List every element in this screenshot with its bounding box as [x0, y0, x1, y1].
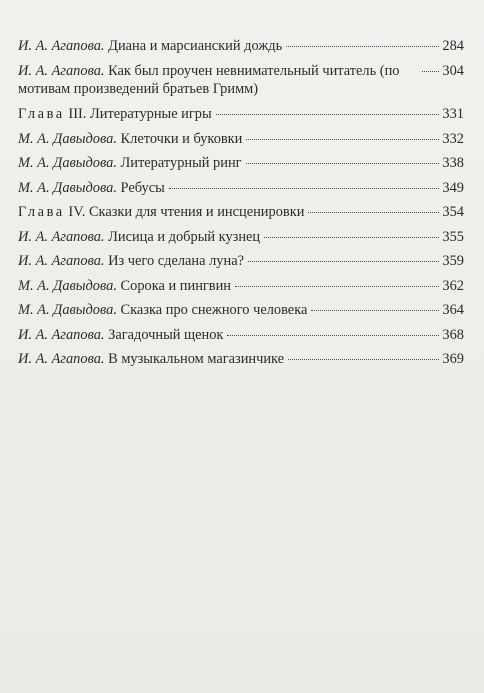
entry-page-number: 369 [442, 351, 464, 367]
entry-page-number: 338 [442, 155, 464, 171]
dot-leader [308, 212, 439, 213]
toc-entry [18, 130, 464, 155]
chapter-word: Глава [18, 204, 65, 220]
entry-page-number: 368 [442, 326, 464, 343]
dot-leader [246, 163, 440, 164]
dot-leader [311, 310, 439, 311]
toc-entry [18, 62, 464, 106]
entry-title: Ребусы [120, 179, 165, 196]
entry-page-number: 364 [442, 302, 464, 318]
entry-title: Загадочный щенок [108, 326, 224, 343]
dot-leader [246, 139, 439, 140]
entry-author: И. А. Агапова. [18, 62, 105, 79]
toc-chapter-entry [18, 203, 464, 228]
entry-author: И. А. Агапова. [18, 326, 105, 343]
toc-entry [18, 350, 464, 375]
dot-leader [286, 46, 439, 47]
toc-chapter-entry [18, 105, 464, 130]
entry-author: М. А. Давыдова. [18, 277, 117, 294]
entry-title: Сорока и пингвин [120, 277, 231, 294]
entry-page-number: 355 [442, 228, 464, 245]
entry-title: Лисица и добрый кузнец [108, 228, 261, 245]
entry-page-number: 362 [442, 277, 464, 294]
table-of-contents [18, 37, 464, 375]
entry-text [18, 203, 304, 221]
dot-leader [235, 286, 439, 287]
toc-entry [18, 179, 464, 204]
entry-title: Диана и марсианский дождь [108, 38, 283, 54]
toc-entry [18, 228, 464, 253]
entry-page-number: 359 [442, 253, 464, 269]
entry-page-number: 354 [442, 204, 464, 220]
entry-author: М. А. Давыдова. [18, 155, 117, 171]
entry-text [18, 277, 231, 295]
entry-page-number: 304 [442, 62, 464, 79]
dot-leader [422, 71, 439, 72]
entry-text [18, 37, 282, 55]
entry-title: Как был проучен невнимательный читатель (по мотивам произведений братьев Гримм) [18, 62, 400, 97]
entry-author: М. А. Давыдова. [18, 302, 117, 318]
entry-text [18, 105, 212, 123]
entry-text [18, 130, 242, 148]
entry-page-number: 331 [442, 106, 464, 122]
entry-text [18, 326, 223, 344]
dot-leader [248, 261, 439, 262]
entry-author: М. А. Давыдова. [18, 130, 117, 147]
entry-text [18, 350, 284, 368]
entry-text [18, 301, 307, 319]
toc-entry [18, 277, 464, 302]
entry-author: М. А. Давыдова. [18, 179, 117, 196]
entry-page-number: 332 [442, 130, 464, 147]
entry-title: IV. Сказки для чтения и инсценировки [68, 204, 305, 220]
entry-title: В музыкальном магазинчике [108, 351, 285, 367]
toc-entry [18, 37, 464, 62]
entry-title: III. Литературные игры [68, 106, 212, 122]
entry-author: И. А. Агапова. [18, 38, 105, 54]
entry-text [18, 228, 260, 246]
dot-leader [264, 237, 439, 238]
entry-title: Клеточки и буковки [120, 130, 243, 147]
entry-title: Литературный ринг [120, 155, 242, 171]
toc-entry [18, 154, 464, 179]
entry-text [18, 179, 165, 197]
toc-entry [18, 301, 464, 326]
dot-leader [288, 359, 439, 360]
dot-leader [169, 188, 440, 189]
toc-entry [18, 326, 464, 351]
dot-leader [227, 335, 439, 336]
chapter-word: Глава [18, 106, 65, 122]
entry-text [18, 252, 244, 270]
entry-title: Сказка про снежного человека [120, 302, 308, 318]
dot-leader [216, 114, 440, 115]
entry-text [18, 62, 418, 98]
entry-author: И. А. Агапова. [18, 228, 105, 245]
entry-title: Из чего сделана луна? [108, 253, 244, 269]
entry-page-number: 284 [442, 38, 464, 54]
entry-author: И. А. Агапова. [18, 351, 105, 367]
entry-text [18, 154, 242, 172]
entry-page-number: 349 [442, 179, 464, 196]
toc-entry [18, 252, 464, 277]
entry-author: И. А. Агапова. [18, 253, 105, 269]
